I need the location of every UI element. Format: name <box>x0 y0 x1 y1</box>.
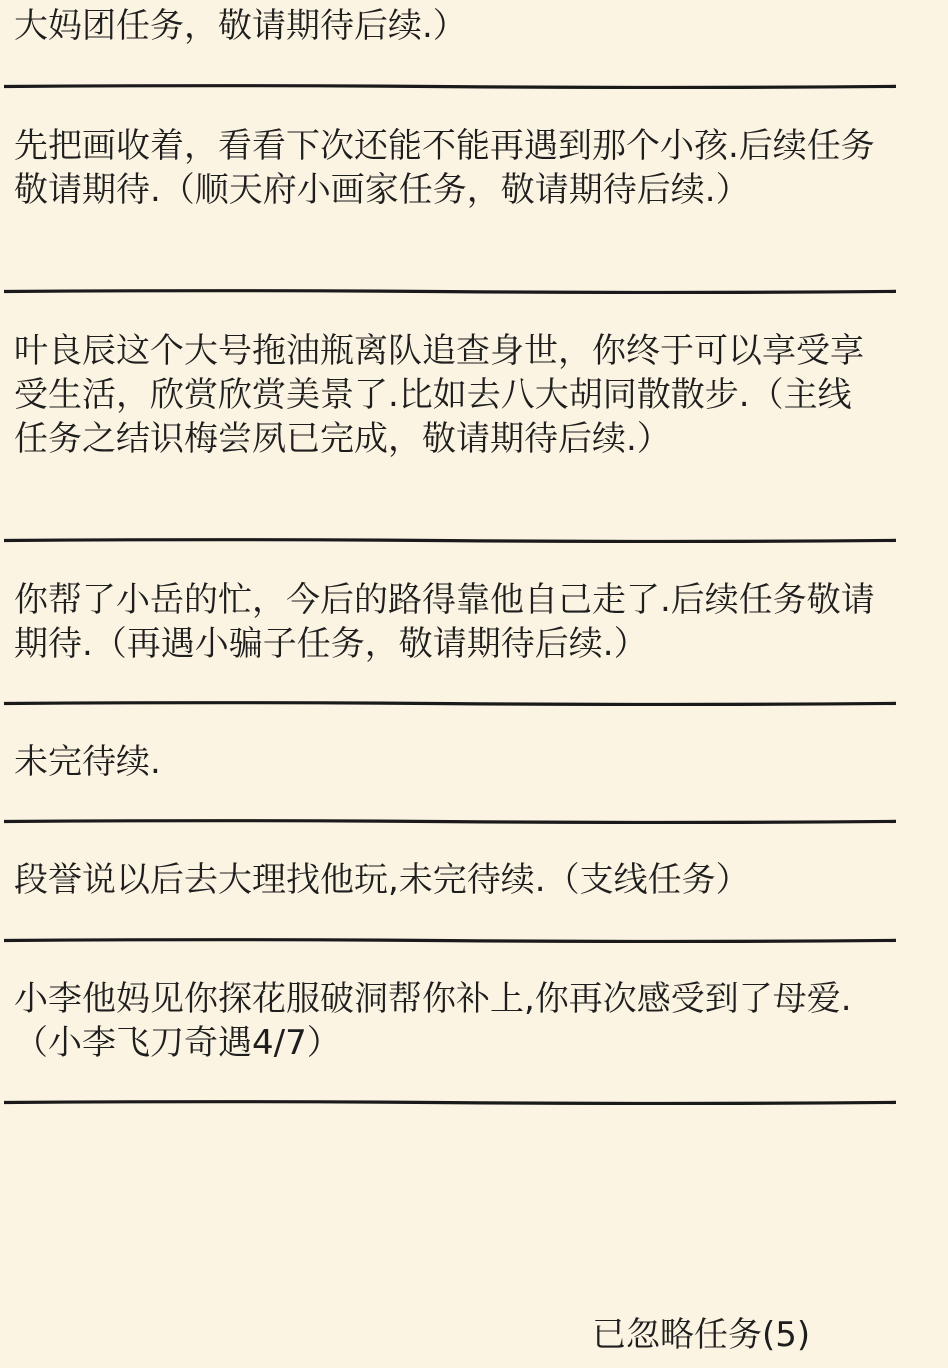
quest-entry-4: 你帮了小岳的忙，今后的路得靠他自己走了.后续任务敬请期待.（再遇小骗子任务，敬请期待后续.） <box>14 580 875 664</box>
ignored-tasks-button[interactable]: 已忽略任务(5) <box>592 1315 811 1355</box>
divider-5 <box>4 819 896 824</box>
quest-entry-3: 叶良辰这个大号拖油瓶离队追查身世，你终于可以享受享受生活，欣赏欣赏美景了.比如去八大胡同散散步.（主线任务之结识梅尝夙已完成，敬请期待后续.） <box>14 331 864 459</box>
divider-4 <box>4 701 896 706</box>
quest-entry-2: 先把画收着，看看下次还能不能再遇到那个小孩.后续任务敬请期待.（顺天府小画家任务，敬请期待后续.） <box>14 126 875 210</box>
divider-3 <box>4 538 896 543</box>
divider-2 <box>4 289 896 294</box>
quest-entry-5: 未完待续. <box>14 742 161 782</box>
quest-entry-7: 小李他妈见你探花服破洞帮你补上,你再次感受到了母爱.（小李飞刀奇遇4/7） <box>14 979 852 1063</box>
quest-entry-6: 段誉说以后去大理找他玩,未完待续.（支线任务） <box>14 860 750 900</box>
divider-1 <box>4 84 896 89</box>
divider-7 <box>4 1100 896 1105</box>
divider-6 <box>4 938 896 943</box>
quest-entry-1: 大妈团任务，敬请期待后续.） <box>14 6 467 46</box>
